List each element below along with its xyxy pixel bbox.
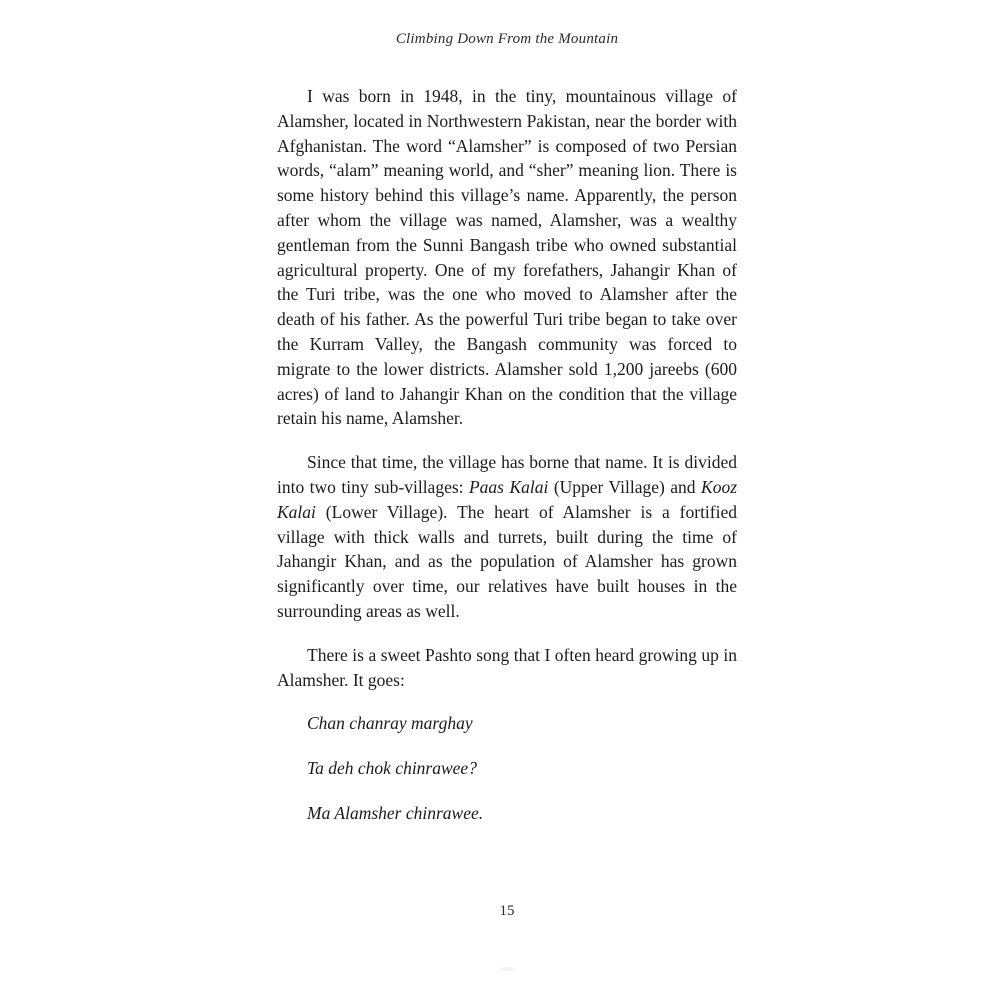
song-line-2: Ta deh chok chinrawee? [307,758,477,779]
paragraph-2 [277,450,737,624]
paragraph-2-text: (Lower Village). The heart of Alamsher is a fortified village with thick walls and turrets, built during the time of Jahangir Khan, and as the population of Alamsher has grown significantly over time, our relatives have built houses in the surrounding areas as well. [277,501,737,621]
paragraph-1: I was born in 1948, in the tiny, mountainous village of Alamsher, located in Northwestern Pakistan, near the border with Afghanistan. The word “Alamsher” is composed of two Persian words, “alam” meaning world, and “sher” meaning lion. There is some history behind this village’s name. Apparently, the person after whom the village was named, Alamsher, was a wealthy gentleman from the Sunni Bangash tribe who owned substantial agricultural property. One of my forefathers, Jahangir Khan of the Turi tribe, was the one who moved to Alamsher after the death of his father. As the powerful Turi tribe began to take over the Kurram Valley, the Bangash community was forced to migrate to the lower districts. Alamsher sold 1,200 jareebs (600 acres) of land to Jahangir Khan on the condition that the village retain his name, Alamsher. [277,86,737,429]
italic-term-paas-kalai: Paas Kalai [468,476,549,497]
page-number: 15 [499,903,515,919]
song-line-3: Ma Alamsher chinrawee. [307,802,484,823]
paragraph-2-text: (Upper Village) and [553,476,696,497]
italic-term-kooz-kalai: Kooz Kalai [277,476,737,522]
song-line-1: Chan chanray marghay [307,713,473,734]
text-block [277,84,737,846]
paragraph-3: There is a sweet Pashto song that I often heard growing up in Alamsher. It goes: [277,644,737,690]
paragraph-2-text: Since that time, the village has borne that name. It is divided into two tiny sub-villages: [277,452,737,497]
scan-artifact [500,967,514,971]
running-header: Climbing Down From the Mountain [395,31,619,47]
